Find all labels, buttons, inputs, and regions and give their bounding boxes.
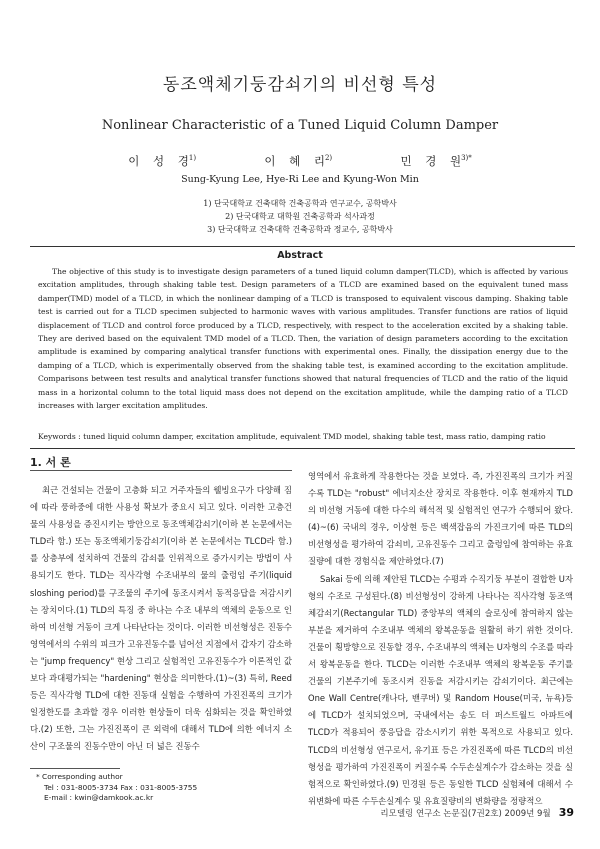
keywords: Keywords : tuned liquid column damper, excitation amplitude, equivalent TMD model, shaking table test, mass ratio, damping ratio <box>38 432 546 441</box>
page-title-english: Nonlinear Characteristic of a Tuned Liquid Column Damper <box>101 118 499 133</box>
footnote-corresponding: * Corresponding author <box>36 772 123 781</box>
body-column-right <box>308 468 573 810</box>
abstract-top-rule <box>30 246 575 247</box>
affiliations <box>0 197 600 236</box>
abstract-heading: Abstract <box>277 250 323 261</box>
page-title-korean: 동조액체기둥감쇠기의 비선형 특성 <box>162 75 438 95</box>
author-list-korean <box>0 153 600 169</box>
body-paragraph: 영역에서 유효하게 작용한다는 것을 보였다. 즉, 가진진폭의 크기가 커질수록 TLD는 "robust" 에너지소산 장치로 작용한다. 이후 현재까지 TLD의 비선형 거동에 대한 다수의 해석적 및 실험적인 연구가 수행되어 왔다.(4)~(6) 국내의 경우, 이상현 등은 백색잡음의 가진크기에 따른 TLD의 비선형성을 평가하여 감쇠비, 고유진동수 그리고 출렁임에 참여하는 유효질량에 대한 경험식을 제안하였다.(7) <box>308 471 573 567</box>
journal-citation: 리모델링 연구소 논문집(7권2호) 2009년 9월 <box>380 809 551 819</box>
author-3: 민 경 원$^{3)*}$ <box>400 154 472 168</box>
affiliation-2: 2) 단국대학교 대학원 건축공학과 석사과정 <box>225 212 375 221</box>
affiliation-3: 3) 단국대학교 건축대학 건축공학과 정교수, 공학박사 <box>207 225 393 234</box>
affiliation-1: 1) 단국대학교 건축대학 건축공학과 연구교수, 공학박사 <box>203 199 397 208</box>
footnote <box>36 772 197 804</box>
author-list-english: Sung-Kyung Lee, Hye-Ri Lee and Kyung-Won Min <box>181 174 419 185</box>
page-number: 39 <box>558 806 574 819</box>
footnote-phone: Tel : 031-8005-3734 Fax : 031-8005-3755 <box>44 782 198 792</box>
body-paragraph: Sakai 등에 의해 제안된 TLCD는 수평과 수직기둥 부분이 결합한 U자형의 수조로 구성된다.(8) 비선형성이 강하게 나타나는 직사각형 동조액체감쇠기(Rectangular TLD) 중앙부의 액체의 슬로싱에 참여하지 않는 부분을 제거하여 수조내부 액체의 왕복운동을 원활히 하기 위한 것이다. 건물이 횡방향으로 진동할 경우, 수조내부의 액체는 U자형의 수조를 따라서 왕복운동을 한다. TLCD는 이러한 수조내부 액체의 왕복운동 주기를 건물의 기본주기에 동조시켜 진동을 저감시키는 감쇠기이다. 최근에는 One Wall Centre(캐나다, 밴쿠버) 및 Random House(미국, 뉴욕)등에 TLCD가 설치되었으며, 국내에서는 송도 더 퍼스트월드 아파트에 TLCD가 적용되어 풍응답을 감소시키기 위한 목적으로 사용되고 있다. TLCD의 비선형성 연구로서, 유기표 등은 가진진폭에 따른 TLCD의 비선형성을 평가하여 가진진폭이 커질수록 수두손실계수가 감소하는 것을 실험적으로 확인하였다.(9) 민경원 등은 동일한 TLCD 실험체에 대해서 수위변화에 따른 수두손실계수 및 유효질량비의 변화량을 정량적으 <box>308 573 573 806</box>
abstract-body: The objective of this study is to investigate design parameters of a tuned liquid column damper(TLCD), which is affected by various excitation amplitudes, through shaking table test. Design parameters of a TLCD are examined based on the equivalent tuned mass damper(TMD) model of a TLCD, in which the nonlinear damping of a TLCD is transposed to equivalent viscous damping. Shaking table test is carried out for a TLCD specimen subjected to harmonic waves with various amplitudes. Transfer functions are ratios of liquid displacement of TLCD and control force produced by a TLCD, respectively, with respect to the acceleration excited by a shaking table. They are derived based on the equivalent TMD model of a TLCD. Then, the variation of design parameters according to the excitation amplitude is examined by comparing analytical transfer functions with experimental ones. Finally, the dissipation energy due to the damping of a TLCD, which is experimentally observed from the shaking table test, is examined according to the excitation amplitude. Comparisons between test results and analytical transfer functions showed that natural frequencies of TLCD and the ratio of the liquid mass in a horizontal column to the total liquid mass does not depend on the excitation amplitude, while the damping ratio of a TLCD increases with larger excitation amplitudes. <box>38 267 568 411</box>
author-1: 이 성 경$^{1)}$ <box>128 154 197 168</box>
abstract-bottom-rule <box>30 448 575 449</box>
page-footer <box>0 806 574 819</box>
footnote-email: E-mail : kwin@damkook.ac.kr <box>44 793 154 803</box>
section-heading-rule <box>30 470 292 471</box>
section-heading-introduction: 1. 서 론 <box>30 456 71 469</box>
author-2: 이 혜 리$^{2)}$ <box>264 154 333 168</box>
body-column-left: 최근 건설되는 건물이 고층화 되고 거주자들의 웰빙요구가 다양해 짐에 따라 풍하중에 대한 사용성 확보가 중요시 되고 있다. 이러한 고층건물의 사용성을 증진시키는 방안으로 동조액체감쇠기(이하 본 논문에서는 TLD라 함.) 또는 동조액체기둥감쇠기(이하 본 논문에서는 TLCD라 함.)를 상층부에 설치하여 건물의 감쇠를 인위적으로 증가시키는 방법이 사용되기도 한다. TLD는 직사각형 수조내부의 물의 출렁임 주기(liquid sloshing period)를 구조물의 주기에 동조시켜서 동적응답을 저감시키는 장치이다.(1) TLD의 특징 중 하나는 수조 내부의 액체의 운동으로 인하여 비선형 거동이 크게 나타난다는 것이다. 이러한 비선형성은 진동수영역에서의 수위의 피크가 고유진동수를 넘어선 지점에서 갑자기 감소하는 "jump frequency" 현상 그리고 실험적인 고유진동수가 이론적인 값보다 과대평가되는 "hardening" 현상을 의미한다.(1)~(3) 특히, Reed 등은 직사각형 TLD에 대한 진동대 실험을 수행하여 가진진폭의 크기가 일정한도를 초과할 경우 이러한 현상들이 더욱 심화되는 것을 확인하였다.(2) 또한, 그는 가진진폭이 큰 외력에 대해서 TLD에 의한 에너지 소산이 구조물의 진동수만이 아닌 더 넓은 진동수 <box>30 485 293 752</box>
footnote-rule <box>30 768 120 769</box>
